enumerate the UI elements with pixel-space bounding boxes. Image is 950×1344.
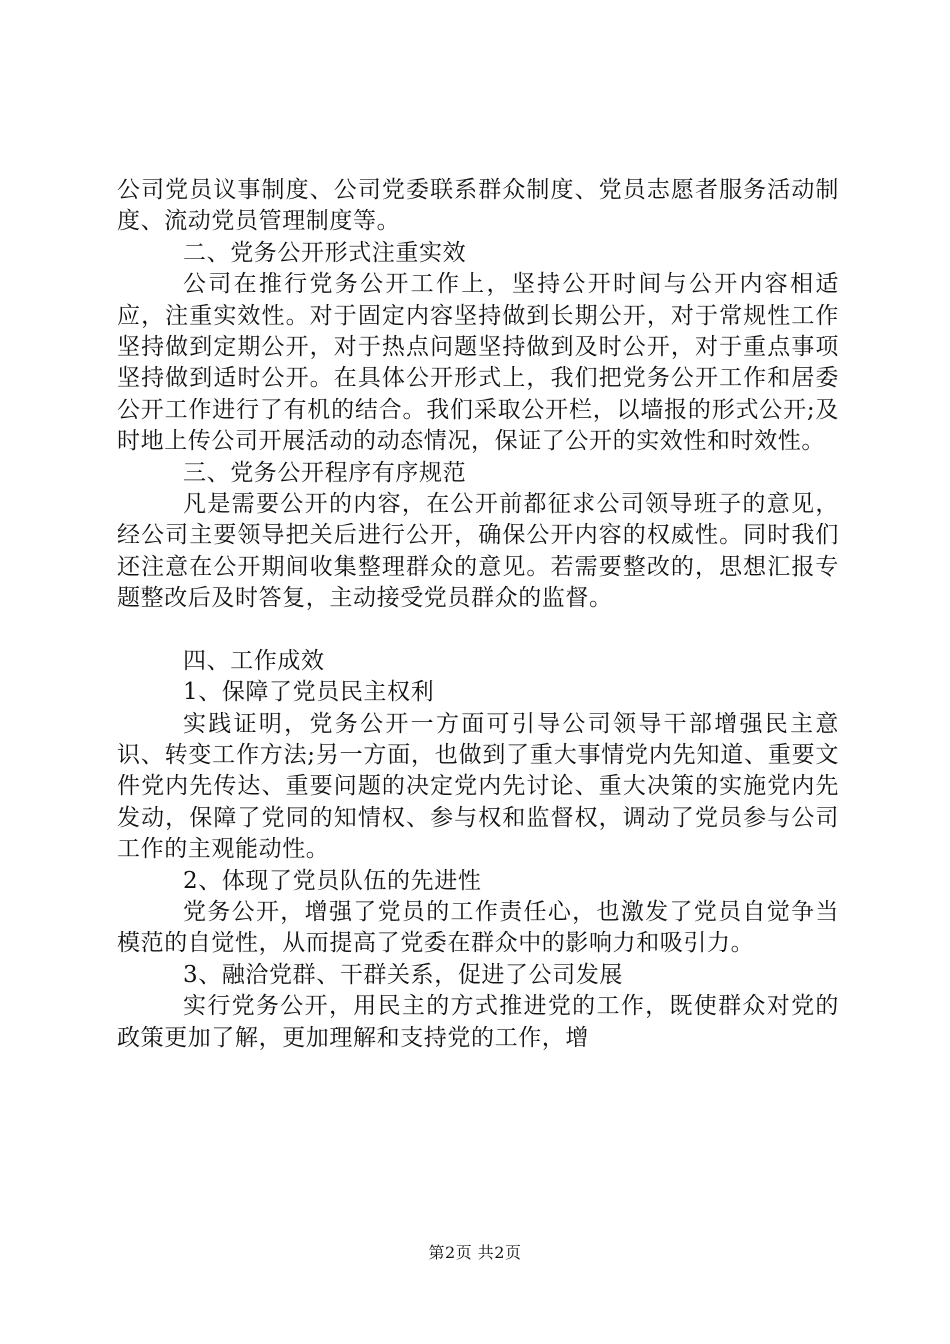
paragraph-subsection-three-body: 实行党务公开，用民主的方式推进党的工作，既使群众对党的政策更加了解，更加理解和支持党的工作，增 (117, 993, 839, 1051)
paragraph-subsection-one-body: 实践证明，党务公开一方面可引导公司领导干部增强民主意识、转变工作方法;另一方面，也做到了重大事情党内先知道、重要文件党内先传达、重要问题的决定党内先讨论、重大决策的实施党内先发动，保障了党同的知情权、参与权和监督权，调动了党员参与公司工作的主观能动性。 (117, 710, 839, 863)
paragraph-section-three-body: 凡是需要公开的内容，在公开前都征求公司领导班子的意见，经公司主要领导把关后进行公开，确保公开内容的权威性。同时我们还注意在公开期间收集整理群众的意见。若需要整改的，思想汇报专题整改后及时答复，主动接受党员群众的监督。 (117, 491, 839, 612)
paragraph-subsection-two-body: 党务公开，增强了党员的工作责任心，也激发了党员自觉争当模范的自觉性，从而提高了党委在群众中的影响力和吸引力。 (117, 898, 839, 957)
page-number-footer: 第2页 共2页 (428, 1243, 522, 1262)
paragraph-section-two-body: 公司在推行党务公开工作上，坚持公开时间与公开内容相适应，注重实效性。对于固定内容坚持做到长期公开，对于常规性工作坚持做到定期公开，对于热点问题坚持做到及时公开，对于重点事项坚持做到适时公开。在具体公开形式上，我们把党务公开工作和居委公开工作进行了有机的结合。我们采取公开栏，以墙报的形式公开;及时地上传公司开展活动的动态情况，保证了公开的实效性和时效性。 (117, 271, 839, 455)
paragraph-system-list: 公司党员议事制度、公司党委联系群众制度、党员志愿者服务活动制度、流动党员管理制度等。 (117, 177, 839, 235)
subheading-three: 3、融洽党群、干群关系，促进了公司发展 (183, 961, 624, 988)
heading-section-three: 三、党务公开程序有序规范 (183, 459, 467, 486)
document-body (117, 175, 839, 1054)
blank-line (117, 615, 839, 646)
subheading-two: 2、体现了党员队伍的先进性 (183, 867, 482, 894)
subheading-one: 1、保障了党员民主权利 (183, 679, 435, 706)
heading-section-four: 四、工作成效 (183, 647, 325, 674)
heading-section-two: 二、党务公开形式注重实效 (183, 239, 467, 266)
